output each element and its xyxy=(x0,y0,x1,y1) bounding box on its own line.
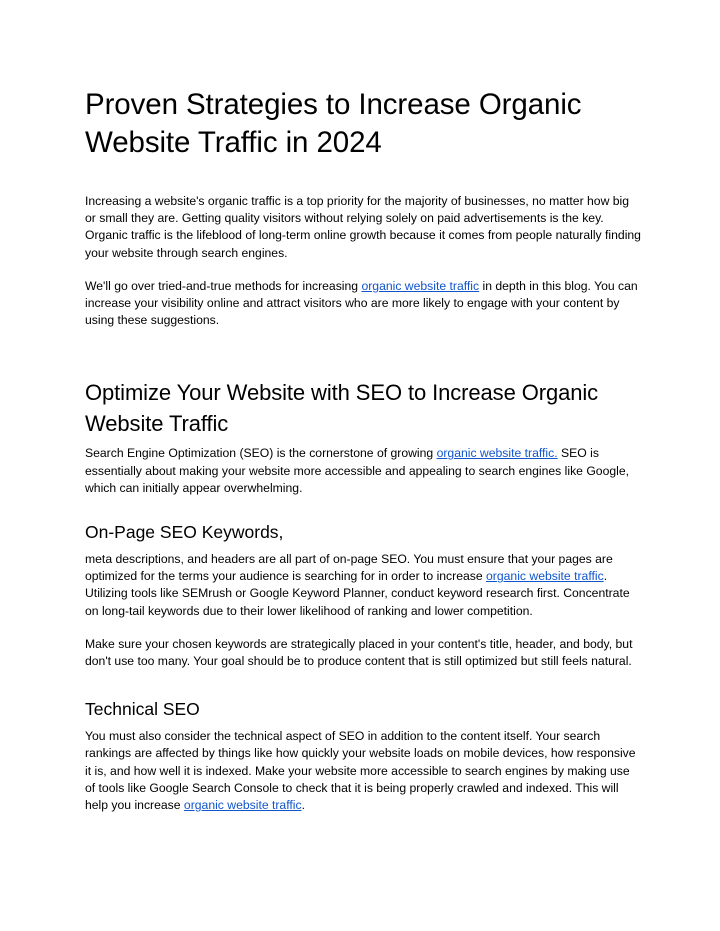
organic-traffic-link[interactable]: organic website traffic xyxy=(361,278,480,293)
section-heading-technical: Technical SEO xyxy=(85,699,200,720)
text-run: . Utilizing tools like SEMrush or Google Keyword Planner, conduct keyword research first. Concentrate on long-tail keywords due to their lower likelihood of ranking and lower competition. xyxy=(85,569,630,618)
section-heading-onpage: On-Page SEO Keywords, xyxy=(85,522,284,543)
intro-paragraph-1: Increasing a website's organic traffic is a top priority for the majority of businesses, no matter how big or small they are. Getting quality visitors without relying solely on paid advertisements is the key. Organic traffic is the lifeblood of long-term online growth because it comes from people naturally finding your website through search engines. xyxy=(85,194,641,260)
onpage-paragraph-2: Make sure your chosen keywords are strategically placed in your content's title, header, and body, but don't use too many. Your goal should be to produce content that is still optimized but still feels natural. xyxy=(85,636,633,669)
text-run: . xyxy=(301,798,305,813)
text-run: You must also consider the technical aspect of SEO in addition to the content itself. Your search rankings are affected by things like how quickly your website loads on mobile devices, how responsive it is, and how well it is indexed. Make your website more accessible to search engines by making use of tools like Google Search Console to check that it is being properly crawled and indexed. This will help you increase xyxy=(85,729,636,813)
text-run: Search Engine Optimization (SEO) is the cornerstone of growing xyxy=(85,446,437,461)
text-run: meta descriptions, and headers are all part of on-page SEO. You must ensure that your pages are optimized for the terms your audience is searching for in order to increase xyxy=(85,552,613,584)
text-run: SEO is essentially about making your website more accessible and appealing to search engines like Google, which can initially appear overwhelming. xyxy=(85,446,630,495)
organic-traffic-link[interactable]: organic website traffic. xyxy=(436,446,558,461)
onpage-paragraph-1 xyxy=(85,551,641,620)
text-run: We'll go over tried-and-true methods for increasing xyxy=(85,278,362,293)
text-run: in depth in this blog. You can increase your visibility online and attract visitors who are more likely to engage with your content by using these suggestions. xyxy=(85,278,638,328)
document-body xyxy=(85,86,641,814)
page-title: Proven Strategies to Increase Organic Website Traffic in 2024 xyxy=(85,88,582,159)
intro-paragraph-2 xyxy=(85,278,641,330)
organic-traffic-link[interactable]: organic website traffic xyxy=(486,569,604,584)
organic-traffic-link[interactable]: organic website traffic xyxy=(183,798,302,813)
section-heading-seo: Optimize Your Website with SEO to Increase Organic Website Traffic xyxy=(85,380,599,437)
seo-paragraph xyxy=(85,445,641,497)
technical-paragraph xyxy=(85,728,641,814)
